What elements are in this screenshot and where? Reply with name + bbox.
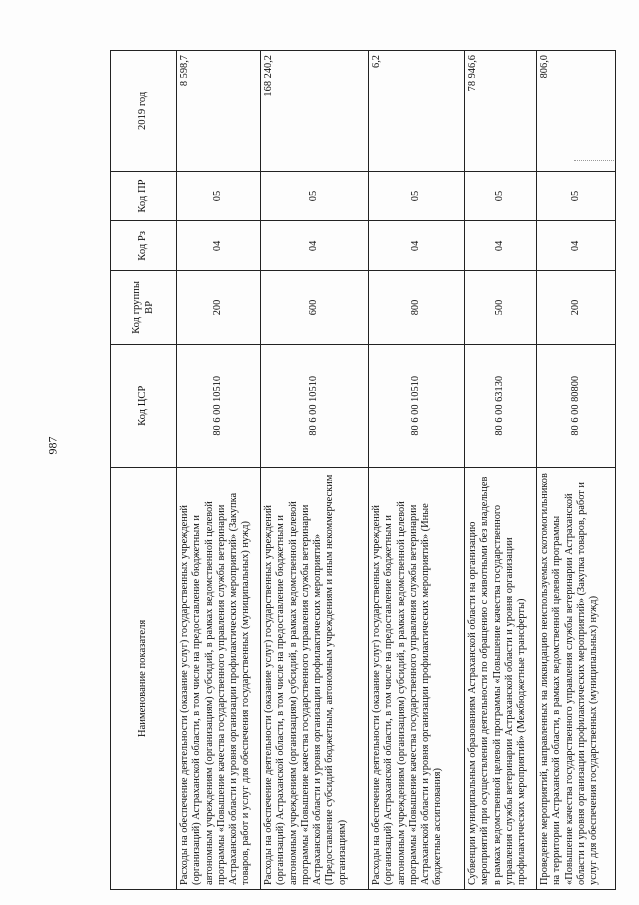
- row-vr: 600: [261, 271, 369, 344]
- table-row: [261, 51, 369, 890]
- row-rz: 04: [261, 221, 369, 271]
- row-name: Расходы на обеспечение деятельности (оказание услуг) государственных учреждений (организаций) Астраханской области, в том числе на предоставление бюджетным и автономным учреждениям (организациям) субсидий, в рамках ведомственной целевой программы «Повышение качества государственного управления службы ветеринарии Астраханской области и уровня организации профилактических мероприятий» (Иные бюджетные ассигнования): [369, 467, 465, 889]
- budget-table: [110, 50, 616, 890]
- row-pr: 05: [537, 171, 616, 221]
- rotated-table-container: [110, 50, 615, 890]
- row-rz: 04: [369, 221, 465, 271]
- header-name: Наименование показателя: [111, 467, 177, 889]
- page-number: 987: [45, 436, 60, 455]
- row-vr: 200: [537, 271, 616, 344]
- header-pr: Код ПР: [111, 171, 177, 221]
- row-rz: 04: [537, 221, 616, 271]
- table-row: [369, 51, 465, 890]
- table-row: [537, 51, 616, 890]
- row-csr: 80 6 00 63130: [465, 344, 537, 467]
- row-pr: 05: [465, 171, 537, 221]
- table-header-row: [111, 51, 177, 890]
- row-amount: 168 240,2: [261, 51, 369, 172]
- row-vr: 200: [177, 271, 261, 344]
- row-name: Субвенции муниципальным образованиям Астраханской области на организацию мероприятий при осуществлении деятельности по обращению с животными без владельцев в рамках ведомственной целевой программы «Повышение качества государственного управления службы ветеринарии Астраханской области и уровня организации профилактических мероприятий» (Межбюджетные трансферты): [465, 467, 537, 889]
- header-csr: Код ЦСР: [111, 344, 177, 467]
- row-csr: 80 6 00 10510: [261, 344, 369, 467]
- row-vr: 500: [465, 271, 537, 344]
- row-vr: 800: [369, 271, 465, 344]
- header-vr: Код группы ВР: [111, 271, 177, 344]
- table-row: [177, 51, 261, 890]
- row-name: Расходы на обеспечение деятельности (оказание услуг) государственных учреждений (организаций) Астраханской области, в том числе на предоставление бюджетным и автономным учреждениям (организациям) субсидий, в рамках ведомственной целевой программы «Повышение качества государственного управления службы ветеринарии Астраханской области и уровня организации профилактических мероприятий» (Закупка товаров, работ и услуг для обеспечения государственных (муниципальных) нужд): [177, 467, 261, 889]
- row-amount: 6,2: [369, 51, 465, 172]
- row-rz: 04: [465, 221, 537, 271]
- header-rz: Код Рз: [111, 221, 177, 271]
- row-name: Проведение мероприятий, направленных на ликвидацию неиспользуемых скотомогильников на территории Астраханской области, в рамках ведомственной целевой программы «Повышение качества государственного управления службы ветеринарии Астраханской области и уровня организации профилактических мероприятий» (Закупка товаров, работ и услуг для обеспечения государственных (муниципальных) нужд): [537, 467, 616, 889]
- row-pr: 05: [177, 171, 261, 221]
- row-csr: 80 6 00 10510: [369, 344, 465, 467]
- row-pr: 05: [261, 171, 369, 221]
- row-amount: 8 598,7: [177, 51, 261, 172]
- header-year: 2019 год: [111, 51, 177, 172]
- row-amount: 78 946,6: [465, 51, 537, 172]
- row-rz: 04: [177, 221, 261, 271]
- row-csr: 80 6 00 80800: [537, 344, 616, 467]
- row-pr: 05: [369, 171, 465, 221]
- row-csr: 80 6 00 10510: [177, 344, 261, 467]
- row-name: Расходы на обеспечение деятельности (оказание услуг) государственных учреждений (организаций) Астраханской области, в том числе на предоставление бюджетным и автономным учреждениям (организациям) субсидий, в рамках ведомственной целевой программы «Повышение качества государственного управления службы ветеринарии Астраханской области и уровня организации профилактических мероприятий» (Предоставление субсидий бюджетным, автономным учреждениям и иным некоммерческим организациям): [261, 467, 369, 889]
- table-row: [465, 51, 537, 890]
- row-amount: 806,0: [537, 51, 616, 172]
